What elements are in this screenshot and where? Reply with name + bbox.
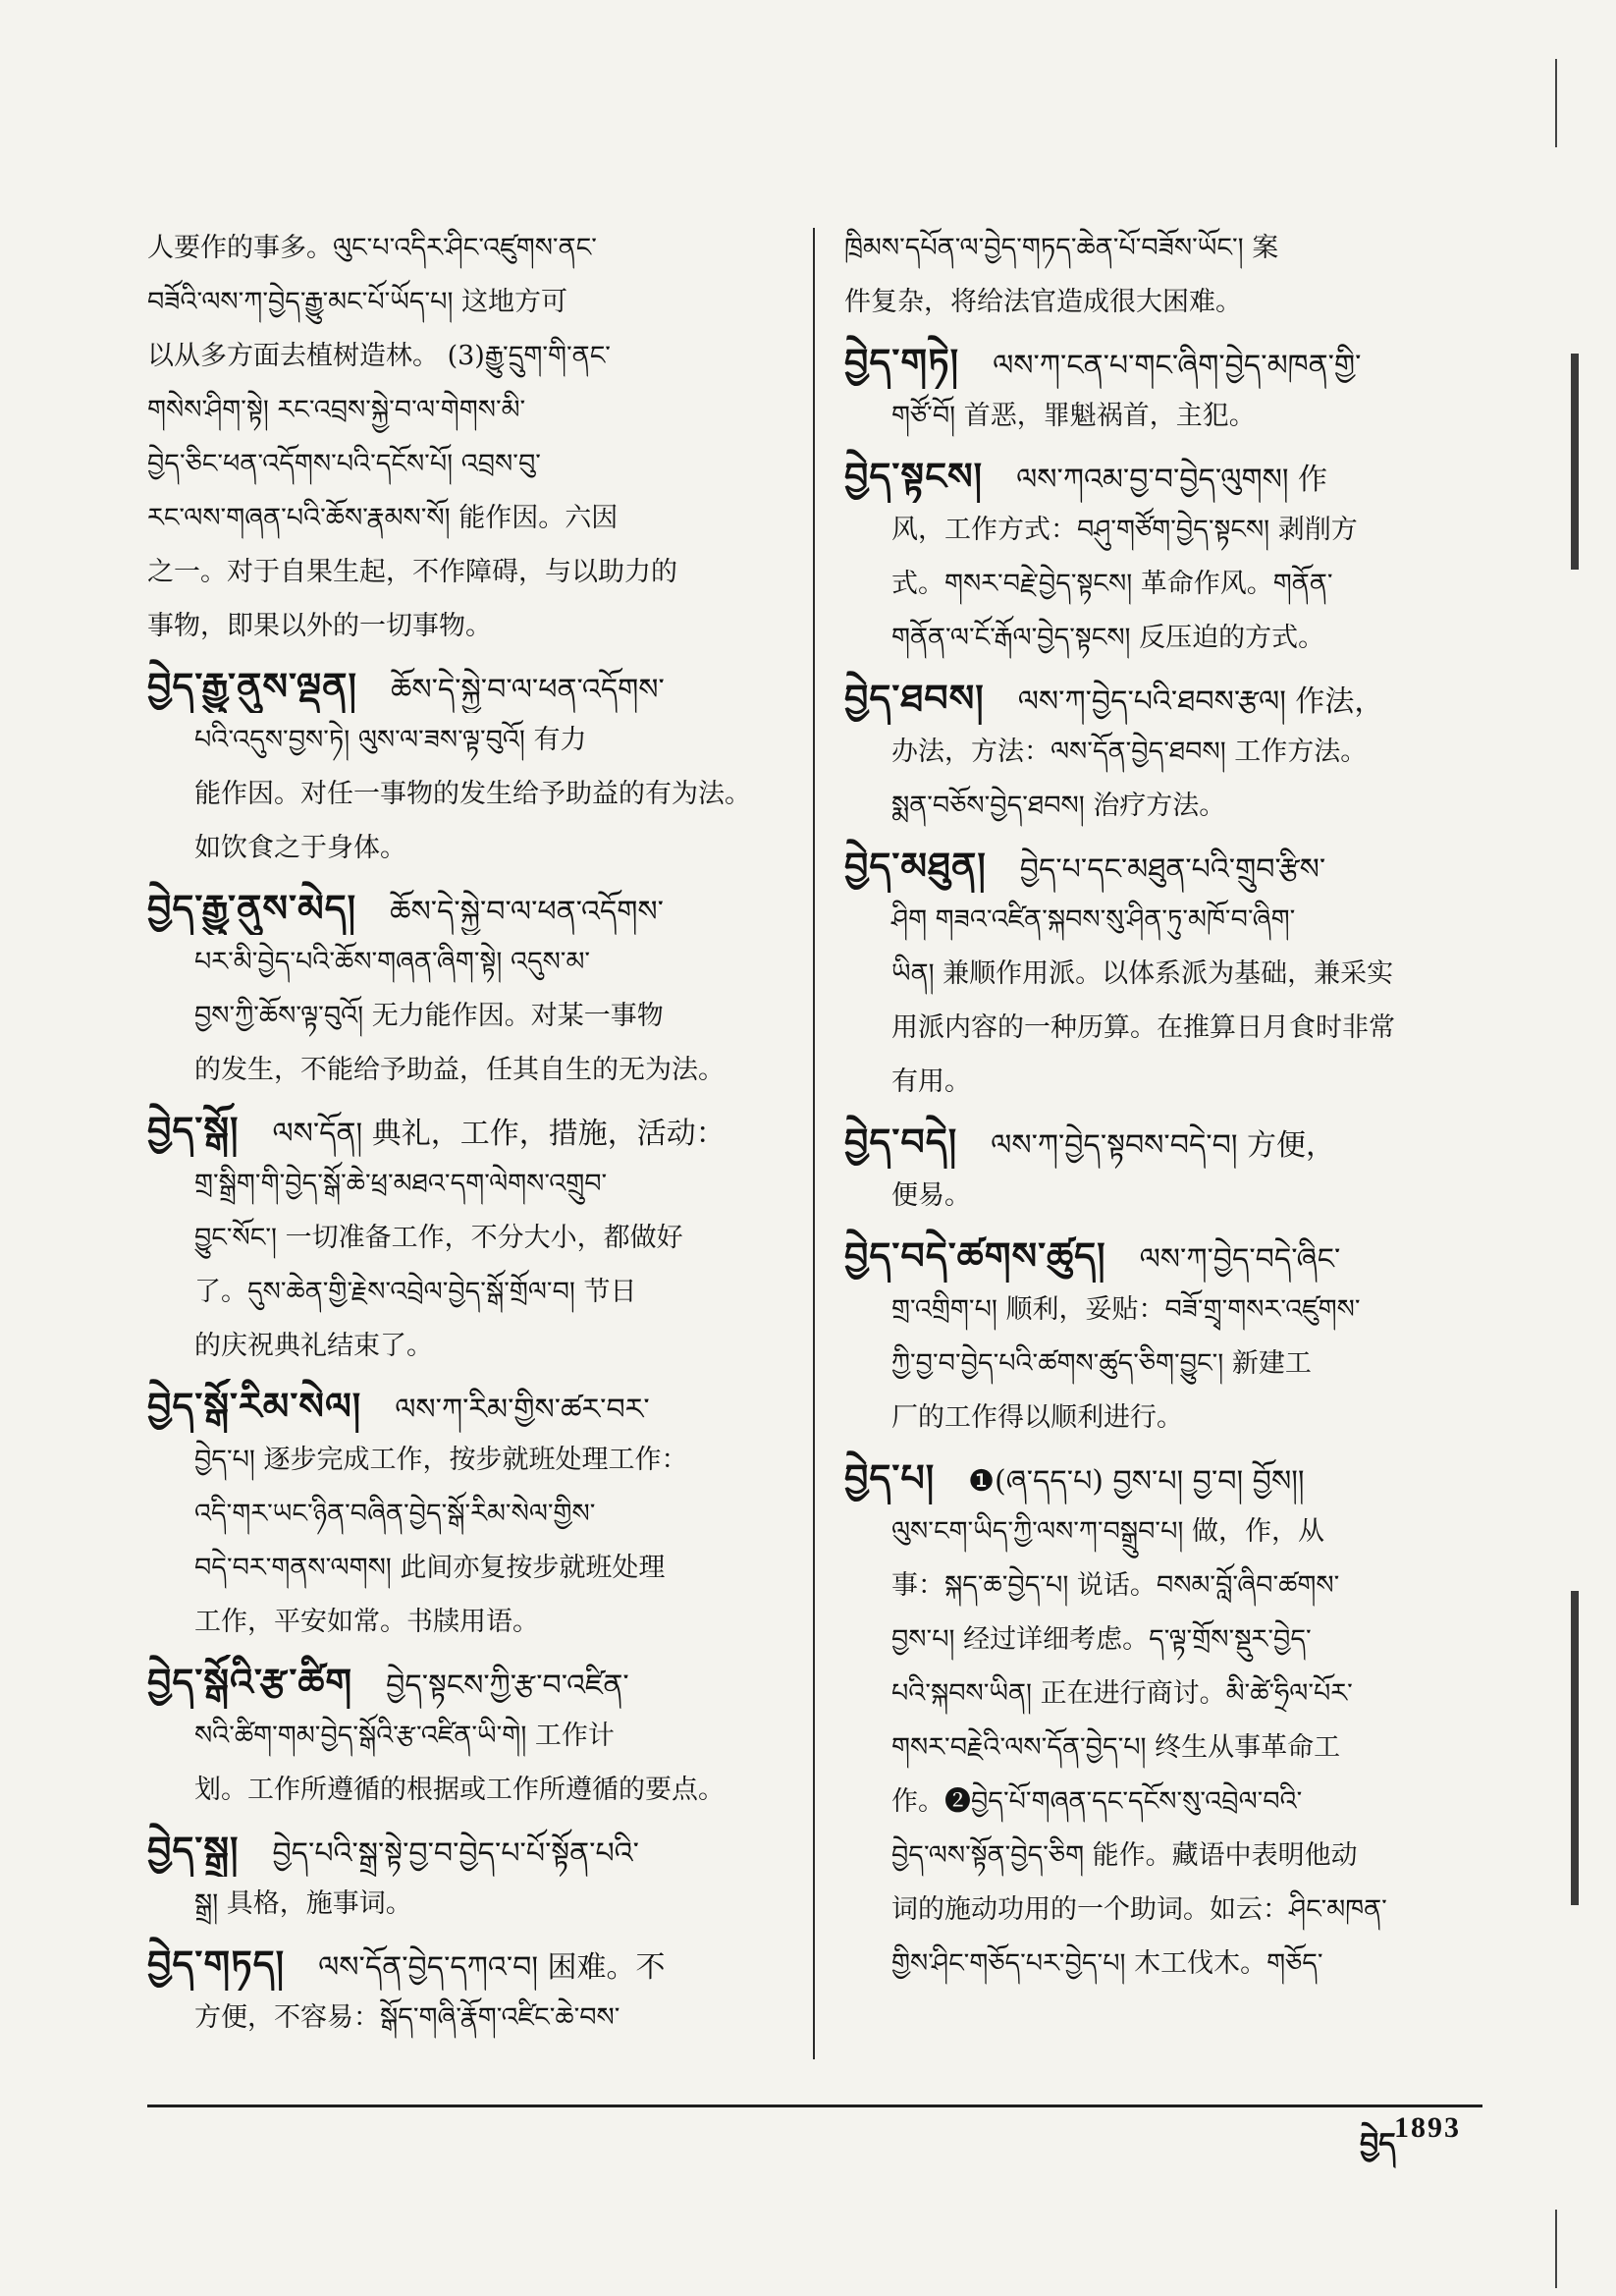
scan-edge-mark [1555, 59, 1557, 147]
entry-line [147, 1991, 771, 2045]
entry-text: 方便，不容易：སྒོད་གཞི་རྣོག་འཛིང་ཆེ་བས་ [194, 2002, 620, 2033]
entry-line [844, 221, 1468, 275]
entry-headword: བྱེད་གཏད། [147, 1941, 286, 1986]
entry-line [844, 1001, 1468, 1055]
entry-line [147, 1265, 771, 1319]
entry-line [147, 1823, 771, 1877]
entry-text: གྲ་སྒྲིག་གི་བྱེད་སྒོ་ཆེ་ཕྲ་མཐའ་དག་ལེགས་འགྲུབ་ [194, 1169, 608, 1199]
entry-line [844, 1391, 1468, 1445]
entry-line [147, 1433, 771, 1487]
entry-text: 划。工作所遵循的根据或工作所遵循的要点。 [194, 1775, 725, 1805]
entry-headword: བྱེད་རྒྱུ་ནུས་མེད། [147, 886, 357, 930]
entry-line [844, 449, 1468, 503]
entry-headword: བྱེད་སྒོ་རིམ་སེལ། [147, 1384, 362, 1428]
entry-line [147, 1595, 771, 1649]
entry-line [147, 1319, 771, 1373]
entry-line [844, 1283, 1468, 1337]
entry-line [844, 1450, 1468, 1504]
entry-text: གྱིས་ཤིང་གཅོད་པར་བྱེད་པ། 木工伐木。གཅོད་ [891, 1948, 1323, 1979]
entry-line [844, 839, 1468, 893]
entry-text: བྱེད་ཅིང་ཕན་འདོགས་པའི་དངོས་པོ། འབྲས་བུ་ [147, 449, 541, 479]
dictionary-entry [844, 449, 1468, 665]
entry-line [844, 1667, 1468, 1721]
entry-text: གསར་བརྗེའི་ལས་དོན་བྱེད་པ། 终生从事革命工 [891, 1732, 1341, 1763]
entry-text: ཤིག གཟའ་འཛིན་སྐབས་སུ་ཤིན་ཏུ་མཁོ་བ་ཞིག་ [891, 904, 1296, 935]
dictionary-entry [844, 221, 1468, 329]
entry-line [147, 821, 771, 875]
entry-headword: བྱེད་སྒོ། [147, 1108, 240, 1152]
footer-rule [147, 2105, 1482, 2107]
entry-text: གསེས་ཤིག་སྟེ། རང་འབྲས་སྐྱེ་བ་ལ་གེགས་མི་ [147, 395, 526, 425]
entry-line [844, 335, 1468, 389]
entry-line [147, 1655, 771, 1709]
column-divider [813, 228, 815, 2059]
entry-text: བྱེད་ལས་སྟོན་བྱེད་ཅིག 能作。藏语中表明他动 [891, 1840, 1358, 1871]
entry-text: 便易。 [891, 1180, 971, 1211]
entry-line [147, 1043, 771, 1097]
entry-text: སའི་ཚིག་གམ་བྱེད་སྒོའི་རྩ་འཛིན་ཡི་གེ། 工作计 [194, 1721, 615, 1751]
dictionary-entry [844, 335, 1468, 443]
running-headword: བྱེད [1360, 2127, 1396, 2161]
entry-text: པའི་འདུས་བྱས་ཏེ། ལུས་ལ་ཟས་ལྟ་བུའོ། 有力 [194, 725, 587, 755]
entry-line [147, 1379, 771, 1433]
left-column [147, 221, 771, 2050]
entry-line [844, 1229, 1468, 1283]
entry-line [844, 1613, 1468, 1667]
entry-text: སྒྲ། 具格，施事词。 [194, 1888, 412, 1919]
entry-headword: བྱེད་པ། [844, 1455, 936, 1500]
entry-text: འདི་གར་ཡང་ཉིན་བཞིན་བྱེད་སྒོ་རིམ་སེལ་གྱིས་ [194, 1499, 596, 1529]
entry-text: ལས་ཀ་རིམ་གྱིས་ཚར་བར་ [395, 1393, 650, 1427]
entry-text: 式。གསར་བརྗེ་བྱེད་སྟངས། 革命作风。གནོན་ [891, 569, 1333, 599]
dictionary-entry [844, 1115, 1468, 1223]
entry-text: རང་ལས་གཞན་པའི་ཆོས་རྣམས་སོ། 能作因。六因 [147, 503, 619, 533]
entry-text: པར་མི་བྱེད་པའི་ཆོས་གཞན་ཞིག་སྟེ། འདུས་མ་ [194, 947, 591, 977]
entry-text: གཙོ་བོ། 首恶，罪魁祸首，主犯。 [891, 401, 1256, 431]
entry-text: བཟོའི་ལས་ཀ་བྱེད་རྒྱུ་མང་པོ་ཡོད་པ། 这地方可 [147, 287, 568, 317]
entry-line [844, 1775, 1468, 1829]
dictionary-entry [147, 881, 771, 1097]
dictionary-entry [844, 839, 1468, 1109]
entry-text: 能作因。对任一事物的发生给予助益的有为法。 [194, 779, 751, 809]
entry-text: 工作，平安如常。书牍用语。 [194, 1607, 539, 1637]
entry-line [147, 1487, 771, 1541]
entry-text: བྱེད་པ་དང་མཐུན་པའི་གྲུབ་རྩིས་ [1019, 852, 1326, 887]
entry-line [844, 557, 1468, 611]
entry-text: བྱུང་སོང་། 一切准备工作，不分大小，都做好 [194, 1223, 683, 1253]
entry-line [147, 437, 771, 491]
entry-line [147, 935, 771, 989]
entry-text: 作。❷བྱེད་པོ་གཞན་དང་དངོས་སུ་འབྲེལ་བའི་ [891, 1786, 1303, 1817]
dictionary-entry [844, 1450, 1468, 1991]
entry-line [844, 1115, 1468, 1169]
entry-text: 之一。对于自果生起，不作障碍，与以助力的 [147, 557, 677, 587]
entry-line [147, 221, 771, 275]
entry-text: ཆོས་དེ་སྐྱེ་བ་ལ་ཕན་འདོགས་ [390, 895, 664, 929]
entry-headword: བྱེད་རྒྱུ་ནུས་ལྡན། [147, 664, 357, 708]
entry-text: 的发生，不能给予助益，任其自生的无为法。 [194, 1055, 725, 1085]
entry-text: 以从多方面去植树造林。 (3)རྒྱུ་དྲུག་གི་ནང་ [147, 341, 611, 371]
dictionary-entry [844, 1229, 1468, 1445]
entry-headword: བྱེད་སྒྲ། [147, 1828, 240, 1872]
dictionary-entry [844, 671, 1468, 833]
entry-text: བྱས་ཀྱི་ཆོས་ལྟ་བུའོ། 无力能作因。对某一事物 [194, 1001, 664, 1031]
entry-text: 件复杂，将给法官造成很大困难。 [844, 287, 1242, 317]
entry-headword: བྱེད་མཐུན། [844, 844, 987, 888]
scan-edge-mark [1555, 2210, 1557, 2288]
entry-text: ལས་ཀ་བྱེད་སྟབས་བདེ་བ། 方便， [991, 1128, 1336, 1163]
entry-line [147, 383, 771, 437]
dictionary-entry [147, 659, 771, 875]
entry-text: ཁྲིམས་དཔོན་ལ་བྱེད་གཏད་ཆེན་པོ་བཟོས་ཡོང་། 案 [844, 233, 1279, 263]
entry-text: བྱེད་པ། 逐步完成工作，按步就班处理工作： [194, 1445, 688, 1475]
entry-line [844, 1558, 1468, 1613]
dictionary-entry [147, 1379, 771, 1649]
entry-text: ལས་ཀ་ངན་པ་གང་ཞིག་བྱེད་མཁན་གྱི་ [993, 349, 1362, 383]
entry-line [147, 1541, 771, 1595]
entry-headword: བྱེད་བདེ་ཚགས་ཚུད། [844, 1233, 1106, 1278]
entry-line [147, 599, 771, 653]
entry-text: པའི་སྐབས་ཡིན། 正在进行商讨。མི་ཚེ་ཧྲིལ་པོར་ [891, 1678, 1353, 1709]
entry-line [147, 1877, 771, 1931]
entry-text: བྱེད་པའི་སྒྲ་སྟེ་བྱ་བ་བྱེད་པ་པོ་སྟོན་པའི་ [272, 1836, 639, 1871]
entry-line [844, 1721, 1468, 1775]
entry-text: བདེ་བར་གནས་ལགས། 此间亦复按步就班处理 [194, 1553, 666, 1583]
entry-text: 办法，方法：ལས་དོན་བྱེད་ཐབས། 工作方法。 [891, 737, 1368, 767]
entry-text: ཡིན། 兼顺作用派。以体系派为基础，兼采实 [891, 958, 1394, 989]
entry-line [147, 1763, 771, 1817]
entry-text: སྨན་བཅོས་བྱེད་ཐབས། 治疗方法。 [891, 791, 1226, 821]
entry-line [844, 893, 1468, 947]
entry-text: 人要作的事多。ལུང་པ་འདིར་ཤིང་འཛུགས་ནང་ [147, 233, 597, 263]
entry-line [147, 881, 771, 935]
entry-text: གནོན་ལ་ངོ་རྒོལ་བྱེད་སྟངས། 反压迫的方式。 [891, 623, 1325, 653]
entry-line [844, 725, 1468, 779]
entry-line [844, 779, 1468, 833]
entry-text: ལས་དོན། 典礼，工作，措施，活动： [272, 1117, 726, 1151]
entry-line [844, 1829, 1468, 1883]
entry-line [844, 503, 1468, 557]
scan-edge-mark [1571, 354, 1579, 570]
entry-text: གྲ་འགྲིག་པ། 顺利，妥贴：བཟོ་གྲྭ་གསར་འཛུགས་ [891, 1294, 1361, 1325]
entry-text: 事：སྐད་ཆ་བྱེད་པ། 说话。བསམ་བློ་ཞིབ་ཚགས་ [891, 1570, 1340, 1601]
entry-line [844, 1055, 1468, 1109]
entry-line [844, 275, 1468, 329]
entry-headword: བྱེད་སྟངས། [844, 454, 984, 498]
entry-line [147, 329, 771, 383]
entry-text: 事物，即果以外的一切事物。 [147, 611, 492, 641]
scan-edge-mark [1571, 1591, 1579, 1905]
dictionary-entry [147, 1937, 771, 2045]
dictionary-entry [147, 1103, 771, 1373]
entry-text: བྱས་པ། 经过详细考虑。ད་ལྟ་གྲོས་སྡུར་བྱེད་ [891, 1624, 1312, 1655]
entry-text: ཆོས་དེ་སྐྱེ་བ་ལ་ཕན་འདོགས་ [390, 673, 665, 707]
entry-line [844, 1337, 1468, 1391]
entry-text: 风，工作方式：བཤུ་གཙོག་བྱེད་སྟངས། 剥削方 [891, 515, 1358, 545]
entry-line [147, 275, 771, 329]
entry-line [147, 989, 771, 1043]
entry-line [844, 611, 1468, 665]
entry-line [844, 1169, 1468, 1223]
entry-line [147, 713, 771, 767]
entry-headword: བྱེད་སྒོའི་རྩ་ཚིག [147, 1660, 353, 1704]
dictionary-entry [147, 1823, 771, 1931]
entry-line [844, 947, 1468, 1001]
entry-line [147, 545, 771, 599]
entry-line [147, 1103, 771, 1157]
right-column [844, 221, 1468, 1996]
entry-line [147, 1709, 771, 1763]
entry-text: ལས་ཀ་བྱེད་བདེ་ཞིང་ [1139, 1242, 1341, 1277]
entry-line [147, 1937, 771, 1991]
entry-text: ལུས་ངག་ཡིད་ཀྱི་ལས་ཀ་བསྒྲུབ་པ། 做，作，从 [891, 1516, 1324, 1547]
entry-headword: བྱེད་ཐབས། [844, 676, 985, 720]
entry-line [844, 389, 1468, 443]
entry-line [147, 491, 771, 545]
entry-text: 厂的工作得以顺利进行。 [891, 1402, 1183, 1433]
entry-headword: བྱེད་བདེ། [844, 1120, 958, 1164]
dictionary-entry [147, 221, 771, 653]
dictionary-entry [147, 1655, 771, 1817]
entry-line [844, 1937, 1468, 1991]
entry-line [147, 767, 771, 821]
entry-text: ལས་ཀ་བྱེད་པའི་ཐབས་རྩལ། 作法， [1017, 684, 1384, 719]
entry-text: བྱེད་སྟངས་ཀྱི་རྩ་བ་འཛིན་ [386, 1668, 629, 1703]
entry-line [844, 671, 1468, 725]
entry-headword: བྱེད་གཏེ། [844, 340, 960, 384]
entry-line [147, 1211, 771, 1265]
page-number: 1893 [1394, 2111, 1461, 2144]
entry-text: 用派内容的一种历算。在推算日月食时非常 [891, 1012, 1395, 1043]
entry-text: ལས་དོན་བྱེད་དཀའ་བ། 困难。不 [318, 1950, 666, 1985]
entry-line [147, 659, 771, 713]
entry-text: 如饮食之于身体。 [194, 833, 406, 863]
entry-text: ❶(ཞ་དད་པ) བྱས་པ། བྱ་བ། བྱོས།། [968, 1464, 1305, 1499]
entry-line [844, 1883, 1468, 1937]
entry-text: 了。དུས་ཆེན་གྱི་རྗེས་འབྲེལ་བྱེད་སྒོ་གྲོལ་བ། 节日 [194, 1277, 637, 1307]
entry-text: ཀྱི་བྱ་བ་བྱེད་པའི་ཚགས་ཚུད་ཅིག་བྱུང་། 新建工 [891, 1348, 1312, 1379]
entry-line [844, 1504, 1468, 1558]
entry-text: 词的施动功用的一个助词。如云：ཤིང་མཁན་ [891, 1894, 1387, 1925]
entry-text: 的庆祝典礼结束了。 [194, 1331, 433, 1361]
entry-text: 有用。 [891, 1066, 971, 1097]
entry-line [147, 1157, 771, 1211]
entry-text: ལས་ཀའམ་བྱ་བ་བྱེད་ལུགས། 作 [1016, 463, 1328, 497]
